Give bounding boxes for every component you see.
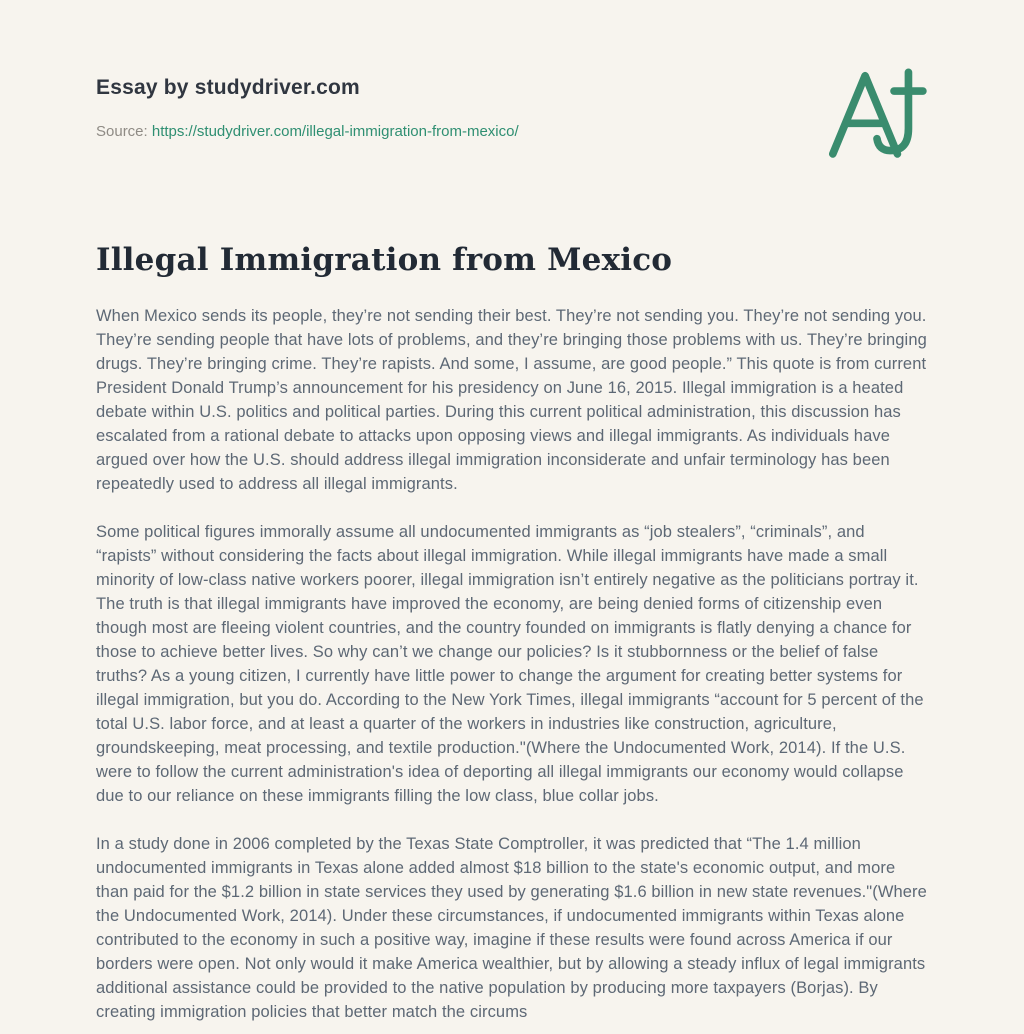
essay-body (96, 304, 928, 1024)
source-line (96, 123, 928, 140)
studydriver-logo-icon (826, 66, 928, 162)
essay-title: Illegal Immigration from Mexico (96, 242, 673, 278)
byline: Essay by studydriver.com (96, 76, 360, 99)
source-link[interactable]: https://studydriver.com/illegal-immigration-from-mexico/ (151, 123, 519, 140)
source-label: Source: (96, 123, 148, 140)
essay-paragraph: In a study done in 2006 completed by the Texas State Comptroller, it was predicted that “The 1.4 million undocumented immigrants in Texas alone added almost $18 billion to the state's economic output, and more than paid for the $1.2 billion in state services they used by generating $1.6 billion in new state revenues."(Where the Undocumented Work, 2014). Under these circumstances, if undocumented immigrants within Texas alone contributed to the economy in such a positive way, imagine if these results were found across America if our borders were open. Not only would it make America wealthier, but by allowing a steady influx of legal immigrants additional assistance could be provided to the native population by producing more taxpayers (Borjas). By creating immigration policies that better match the circums (96, 835, 927, 1021)
essay-paragraph: Some political figures immorally assume all undocumented immigrants as “job stealers”, “criminals”, and “rapists” without considering the facts about illegal immigration. While illegal immigrants have made a small minority of low-class native workers poorer, illegal immigration isn’t entirely negative as the politicians portray it. The truth is that illegal immigrants have improved the economy, are being denied forms of citizenship even though most are fleeing violent countries, and the country founded on immigrants is flatly denying a chance for those to achieve better lives. So why can’t we change our policies? Is it stubbornness or the belief of false truths? As a young citizen, I currently have little power to change the argument for creating better systems for illegal immigration, but you do. According to the New York Times, illegal immigrants “account for 5 percent of the total U.S. labor force, and at least a quarter of the workers in industries like construction, agriculture, groundskeeping, meat processing, and textile production."(Where the Undocumented Work, 2014). If the U.S. were to follow the current administration's idea of deporting all illegal immigrants our economy would collapse due to our reliance on these immigrants filling the low class, blue collar jobs. (96, 523, 924, 805)
essay-paragraph: When Mexico sends its people, they’re not sending their best. They’re not sending you. They’re not sending you. They’re sending people that have lots of problems, and they’re bringing those problems with us. They’re bringing drugs. They’re bringing crime. They’re rapists. And some, I assume, are good people.” This quote is from current President Donald Trump’s announcement for his presidency on June 16, 2015. Illegal immigration is a heated debate within U.S. politics and political parties. During this current political administration, this discussion has escalated from a rational debate to attacks upon opposing views and illegal immigrants. As individuals have argued over how the U.S. should address illegal immigration inconsiderate and unfair terminology has been repeatedly used to address all illegal immigrants. (96, 307, 927, 493)
studydriver-logo-icon (826, 66, 928, 162)
content-column (96, 0, 928, 1024)
